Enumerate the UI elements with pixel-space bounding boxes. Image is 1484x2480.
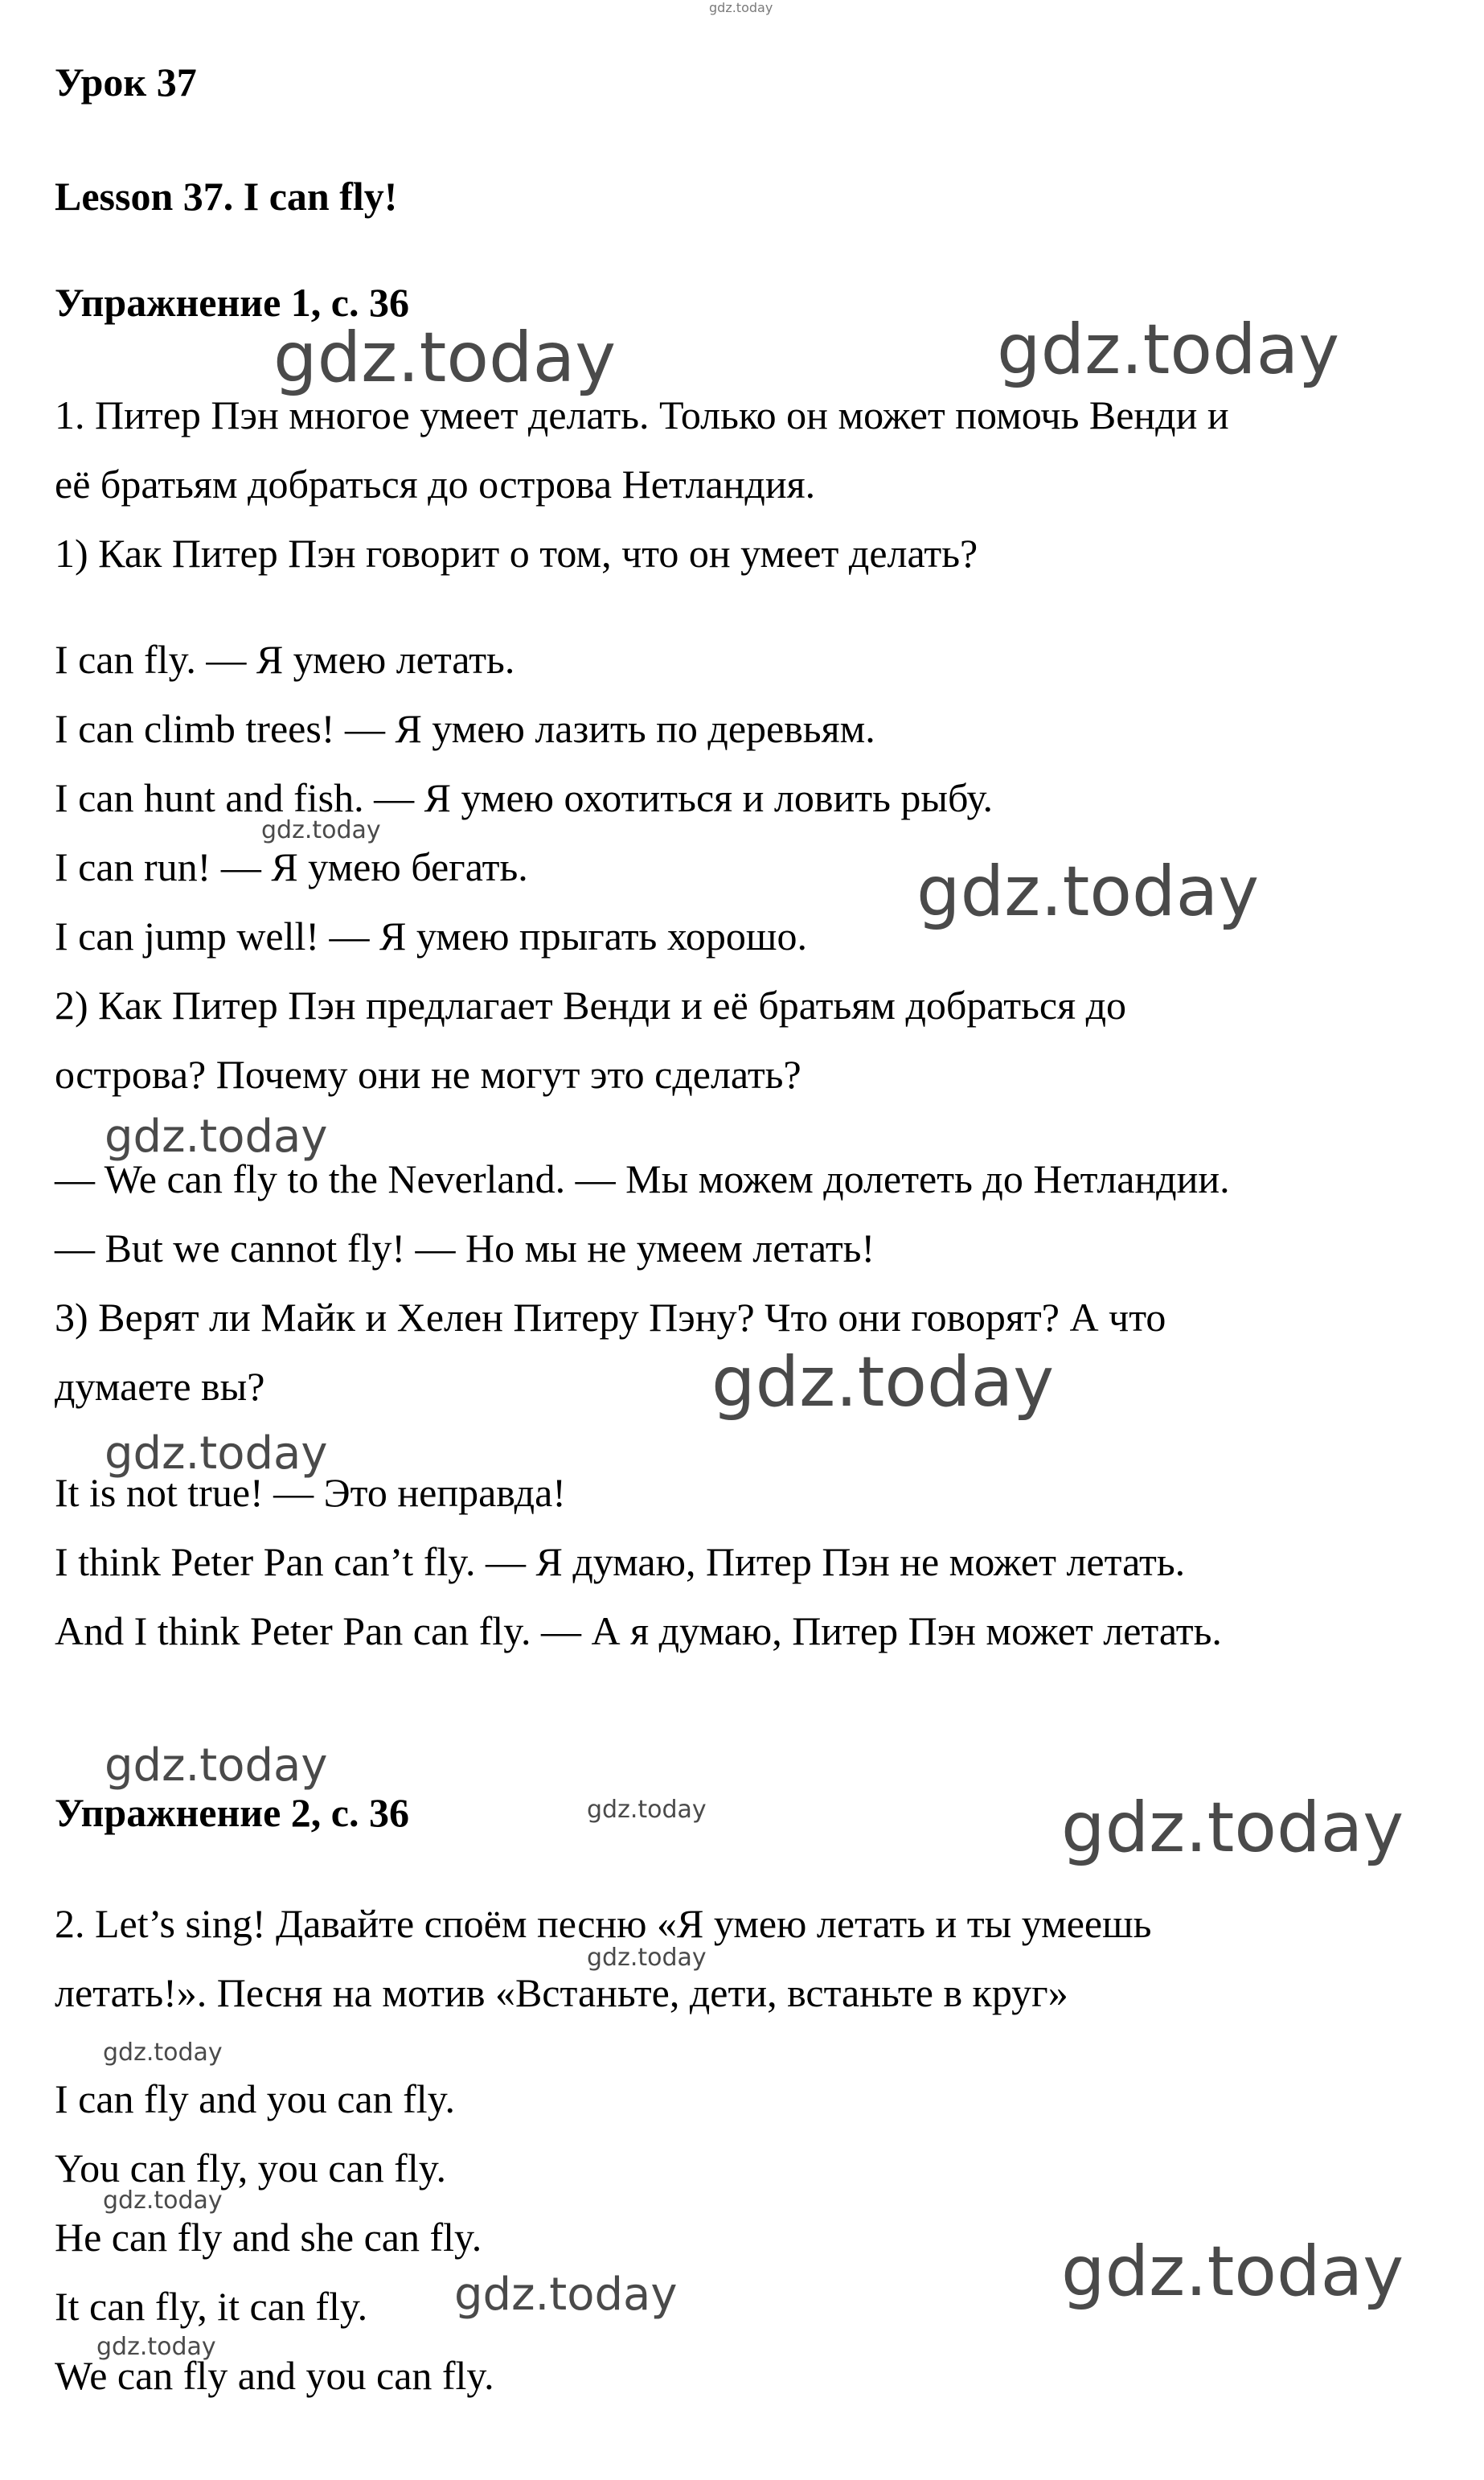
exercise-1-intro-line: 1. Питер Пэн многое умеет делать. Только он может помочь Венди и bbox=[55, 392, 1229, 437]
watermark: gdz.today bbox=[454, 2269, 678, 2321]
watermark: gdz.today bbox=[273, 318, 617, 398]
watermark: gdz.today bbox=[96, 2333, 216, 2361]
watermark: gdz.today bbox=[1061, 1788, 1404, 1868]
watermark: gdz.today bbox=[103, 2186, 223, 2215]
question-1: 1) Как Питер Пэн говорит о том, что он умеет делать? bbox=[55, 531, 978, 576]
answer-line: I can jump well! — Я умею прыгать хорошо. bbox=[55, 914, 807, 959]
exercise-2-intro-line: летать!». Песня на мотив «Встаньте, дети, встаньте в круг» bbox=[55, 1970, 1068, 2015]
watermark: gdz.today bbox=[105, 1739, 328, 1792]
watermark: gdz.today bbox=[1061, 2232, 1404, 2312]
answer-line: I can climb trees! — Я умею лазить по деревьям. bbox=[55, 706, 875, 751]
answer-line: — But we cannot fly! — Но мы не умеем летать! bbox=[55, 1226, 875, 1271]
answer-line: It is not true! — Это неправда! bbox=[55, 1470, 566, 1515]
watermark: gdz.today bbox=[103, 2039, 223, 2067]
lesson-title: Lesson 37. I can fly! bbox=[55, 174, 398, 219]
question-3-line: думаете вы? bbox=[55, 1364, 265, 1409]
watermark: gdz.today bbox=[105, 1111, 328, 1163]
question-2-line: 2) Как Питер Пэн предлагает Венди и её братьям добраться до bbox=[55, 983, 1127, 1028]
song-line: It can fly, it can fly. bbox=[55, 2284, 368, 2329]
watermark: gdz.today bbox=[709, 0, 773, 15]
answer-line: I think Peter Pan can’t fly. — Я думаю, Питер Пэн не может летать. bbox=[55, 1539, 1186, 1584]
watermark: gdz.today bbox=[587, 1944, 707, 1972]
answer-line: I can hunt and fish. — Я умею охотиться и ловить рыбу. bbox=[55, 775, 993, 820]
exercise-1-intro-line: её братьям добраться до острова Нетландия. bbox=[55, 462, 816, 507]
song-line: We can fly and you can fly. bbox=[55, 2353, 494, 2398]
watermark: gdz.today bbox=[261, 816, 381, 844]
watermark: gdz.today bbox=[105, 1427, 328, 1480]
answer-line: I can fly. — Я умею летать. bbox=[55, 637, 515, 682]
song-line: You can fly, you can fly. bbox=[55, 2145, 446, 2191]
song-line: He can fly and she can fly. bbox=[55, 2215, 482, 2260]
watermark: gdz.today bbox=[711, 1342, 1055, 1423]
watermark: gdz.today bbox=[916, 852, 1260, 932]
watermark: gdz.today bbox=[997, 310, 1340, 390]
answer-line: And I think Peter Pan can fly. — А я думаю, Питер Пэн может летать. bbox=[55, 1608, 1222, 1653]
song-line: I can fly and you can fly. bbox=[55, 2076, 455, 2121]
exercise-2-intro-line: 2. Let’s sing! Давайте споём песню «Я умею летать и ты умеешь bbox=[55, 1901, 1152, 1946]
exercise-2-heading: Упражнение 2, с. 36 bbox=[55, 1790, 409, 1835]
lesson-heading: Урок 37 bbox=[55, 60, 197, 105]
watermark: gdz.today bbox=[587, 1796, 707, 1824]
exercise-1-heading: Упражнение 1, с. 36 bbox=[55, 280, 409, 325]
answer-line: I can run! — Я умею бегать. bbox=[55, 844, 528, 889]
question-3-line: 3) Верят ли Майк и Хелен Питеру Пэну? Что они говорят? А что bbox=[55, 1295, 1166, 1340]
question-2-line: острова? Почему они не могут это сделать? bbox=[55, 1052, 801, 1097]
answer-line: — We can fly to the Neverland. — Мы можем долететь до Нетландии. bbox=[55, 1156, 1230, 1201]
